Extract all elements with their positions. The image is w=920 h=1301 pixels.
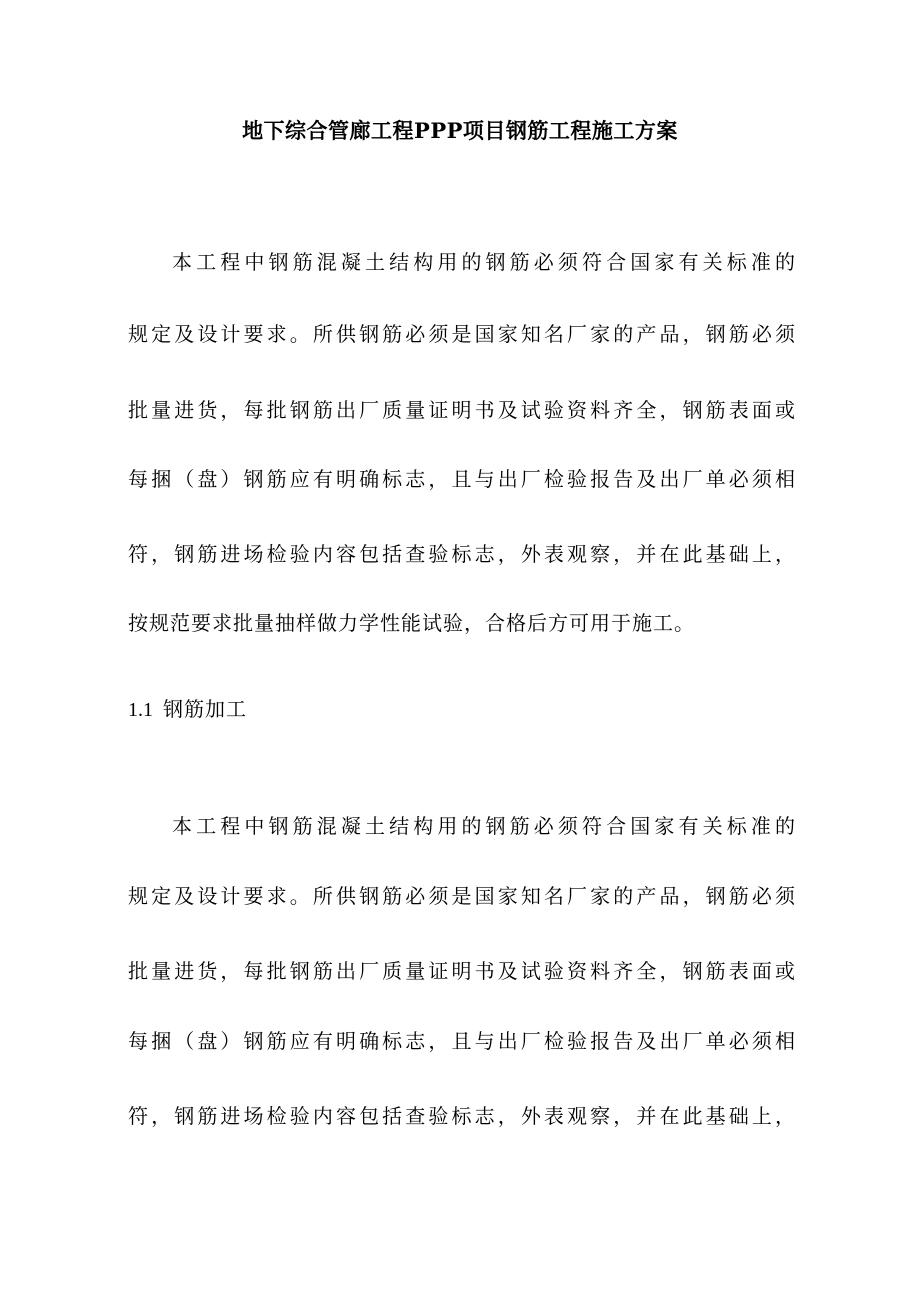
section-title: 钢筋加工 bbox=[163, 697, 247, 721]
paragraph-2-line-2: 规定及设计要求。所供钢筋必须是国家知名厂家的产品，钢筋必须 bbox=[128, 884, 796, 908]
paragraph-2-line-5: 符，钢筋进场检验内容包括查验标志，外表观察，并在此基础上， bbox=[128, 1104, 796, 1128]
paragraph-1-line-6: 按规范要求批量抽样做力学性能试验，合格后方可用于施工。 bbox=[128, 611, 695, 635]
paragraph-1-line-3: 批量进货，每批钢筋出厂质量证明书及试验资料齐全，钢筋表面或 bbox=[128, 398, 796, 422]
section-heading bbox=[128, 693, 247, 726]
document-title: 地下综合管廊工程PPP项目钢筋工程施工方案 bbox=[242, 118, 678, 143]
paragraph-1-line-1: 本工程中钢筋混凝土结构用的钢筋必须符合国家有关标准的 bbox=[172, 250, 796, 274]
paragraph-2-line-4: 每捆（盘）钢筋应有明确标志，且与出厂检验报告及出厂单必须相 bbox=[128, 1029, 796, 1053]
section-number: 1.1 bbox=[128, 699, 153, 721]
paragraph-2-line-1: 本工程中钢筋混凝土结构用的钢筋必须符合国家有关标准的 bbox=[172, 814, 796, 838]
paragraph-1-line-5: 符，钢筋进场检验内容包括查验标志，外表观察，并在此基础上， bbox=[128, 542, 796, 566]
paragraph-1-line-2: 规定及设计要求。所供钢筋必须是国家知名厂家的产品，钢筋必须 bbox=[128, 322, 796, 346]
paragraph-1-line-4: 每捆（盘）钢筋应有明确标志，且与出厂检验报告及出厂单必须相 bbox=[128, 467, 796, 491]
paragraph-2-line-3: 批量进货，每批钢筋出厂质量证明书及试验资料齐全，钢筋表面或 bbox=[128, 959, 796, 983]
